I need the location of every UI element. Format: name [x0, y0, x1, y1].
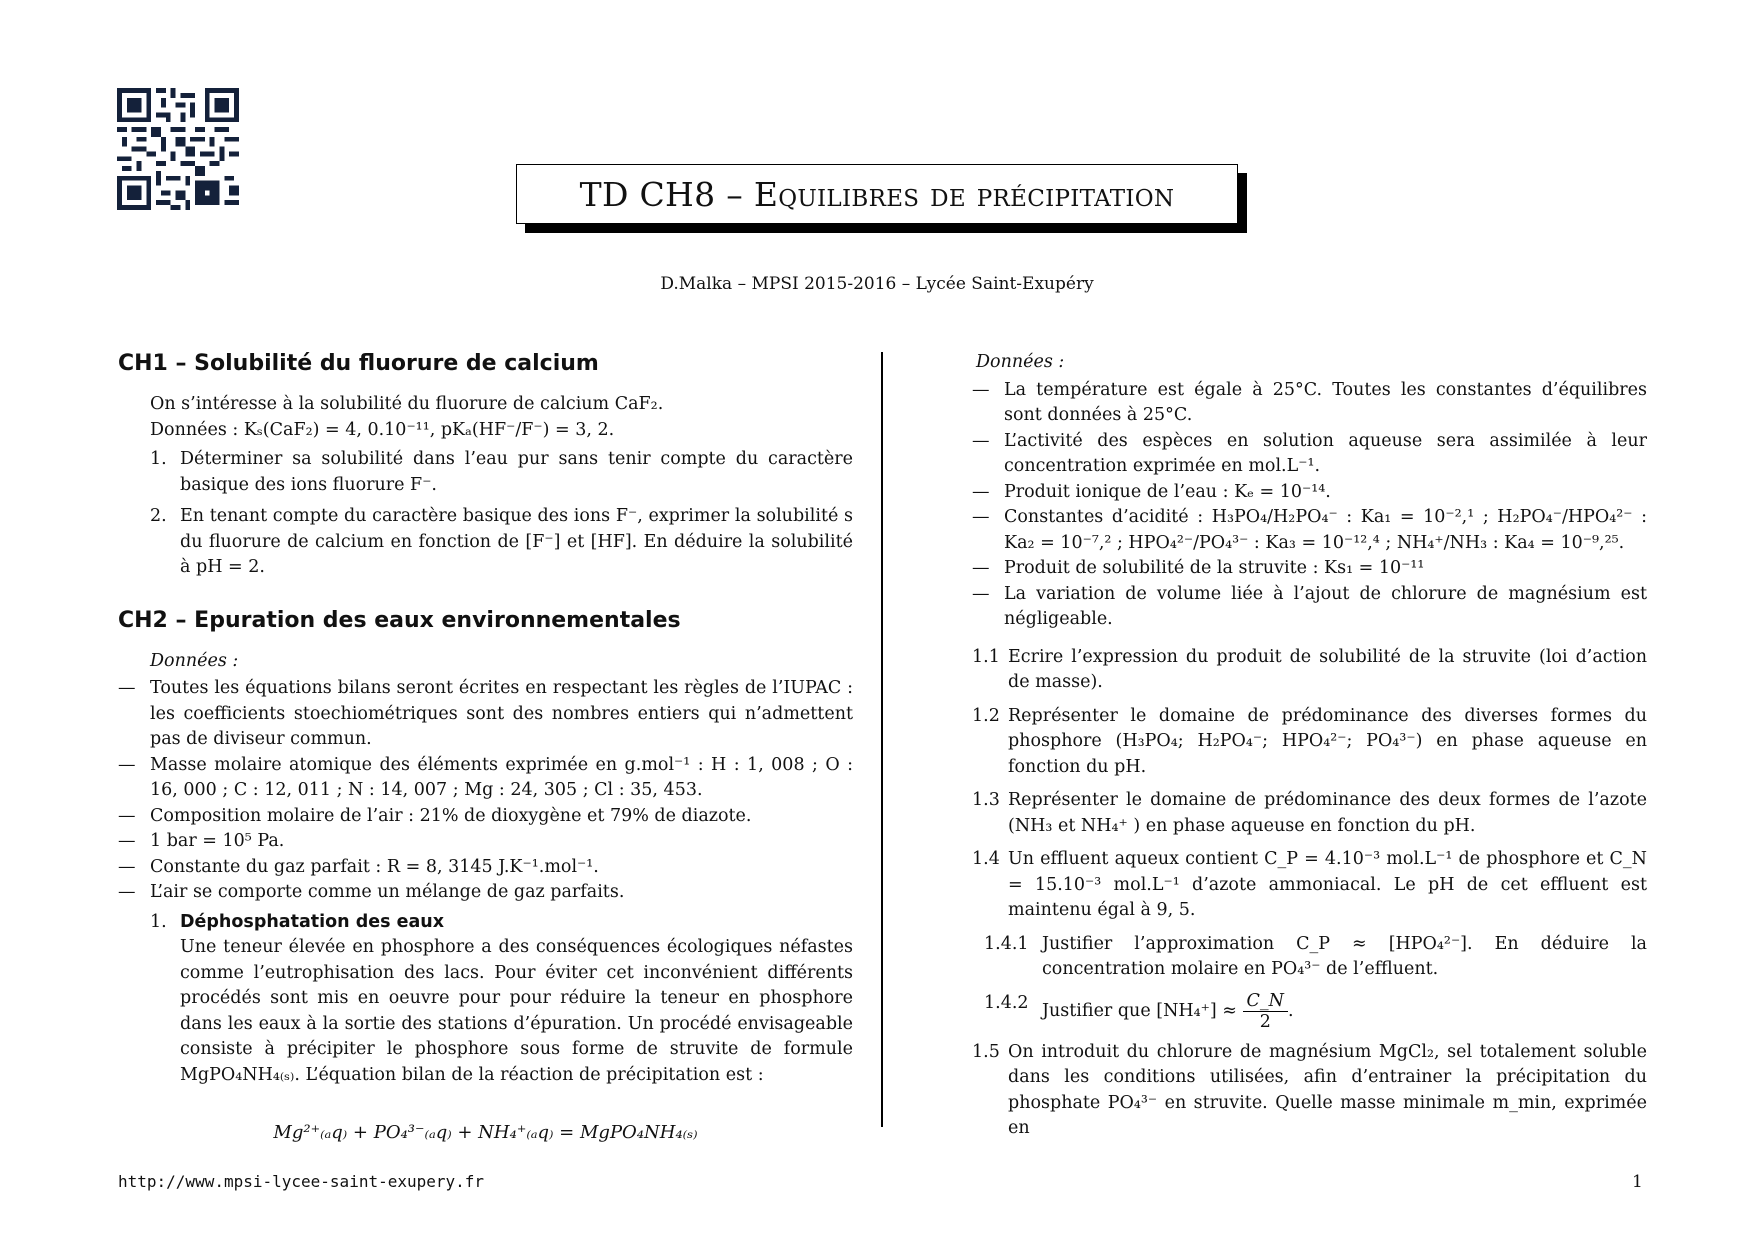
data-item — [972, 480, 1647, 506]
data-item-text: La température est égale à 25°C. Toutes les constantes d’équilibres sont données à 25°C. — [1004, 379, 1647, 425]
question-number: 1.2 — [972, 705, 1000, 726]
data-item — [118, 676, 853, 753]
data-item — [118, 829, 853, 855]
column-divider — [881, 352, 883, 1127]
data-item — [118, 753, 853, 804]
question-number: 1.4 — [972, 849, 1000, 869]
dash-bullet: — — [118, 678, 136, 698]
question-text: Justifier l’approximation C_P ≈ [HPO₄²⁻]. En déduire la concentration molaire en PO₄³⁻ de l’effluent. — [1042, 933, 1647, 979]
ch1-intro-1: On s’intéresse à la solubilité du fluorure de calcium CaF₂. — [150, 394, 664, 414]
ch1-intro-2: Données : Kₛ(CaF₂) = 4, 0.10⁻¹¹, pKₐ(HF⁻/F⁻) = 3, 2. — [150, 419, 615, 440]
dash-bullet: — — [118, 805, 136, 826]
ch2-part-1 — [118, 910, 853, 1089]
page-title — [516, 164, 1238, 224]
title-main: Equilibres de précipitation — [753, 174, 1175, 214]
ch1-question-1 — [118, 447, 853, 498]
question-1-4-1 — [972, 932, 1647, 983]
question-1-1 — [972, 645, 1647, 696]
data-item — [972, 556, 1647, 582]
data-item-text: L’air se comporte comme un mélange de gaz parfaits. — [150, 882, 625, 902]
question-number: 1.1 — [972, 646, 1000, 667]
question-text: Représenter le domaine de prédominance des deux formes de l’azote (NH₃ et NH₄⁺ ) en phase aqueuse en fonction du pH. — [1008, 790, 1647, 836]
question-text: Justifier que [NH₄⁺] ≈ — [1042, 1000, 1237, 1021]
data-item-text: Constante du gaz parfait : R = 8, 3145 J.K⁻¹.mol⁻¹. — [150, 856, 599, 877]
part-title: Déphosphatation des eaux — [180, 911, 445, 932]
dash-bullet: — — [118, 831, 136, 851]
left-column — [118, 350, 853, 1146]
data-item — [972, 378, 1647, 429]
dash-bullet: — — [118, 856, 136, 877]
author-line: D.Malka – MPSI 2015-2016 – Lycée Saint-Exupéry — [660, 274, 1094, 294]
data-item-text: Constantes d’acidité : H₃PO₄/H₂PO₄⁻ : Ka₁ = 10⁻²,¹ ; H₂PO₄⁻/HPO₄²⁻ : Ka₂ = 10⁻⁷,² ; HPO₄²⁻/PO₄³⁻ : Ka₃ = 10⁻¹²,⁴ ; NH₄⁺/NH₃ : Ka₄ = 10⁻⁹,²⁵. — [1004, 507, 1647, 553]
question-text: Déterminer sa solubilité dans l’eau pur sans tenir compte du caractère basique des ions fluorure F⁻. — [180, 449, 853, 495]
footer-url[interactable]: http://www.mpsi-lycee-saint-exupery.fr — [118, 1172, 485, 1191]
ch1-questions — [118, 447, 853, 581]
ch2-heading: CH2 – Epuration des eaux environnementales — [118, 607, 681, 633]
dash-bullet: — — [972, 507, 990, 527]
title-prefix: TD CH8 – — [579, 174, 744, 214]
ch2-data-list — [118, 676, 853, 906]
question-1-4 — [972, 847, 1647, 924]
question-1-5 — [972, 1040, 1647, 1142]
question-1-3 — [972, 788, 1647, 839]
fraction — [1243, 991, 1288, 1032]
part-number: 1. — [150, 911, 167, 932]
question-text: Représenter le domaine de prédominance des diverses formes du phosphore (H₃PO₄; H₂PO₄⁻; HPO₄²⁻; PO₄³⁻) en phase aqueuse en fonction du pH. — [1008, 705, 1647, 777]
dash-bullet: — — [972, 558, 990, 578]
data-item — [972, 429, 1647, 480]
right-data-list — [972, 378, 1647, 633]
question-end: . — [1287, 1000, 1294, 1021]
data-item — [118, 880, 853, 906]
page-number: 1 — [1632, 1172, 1643, 1192]
precipitation-equation: Mg²⁺₍ₐq₎ + PO₄³⁻₍ₐq₎ + NH₄⁺₍ₐq₎ = MgPO₄NH₄₍ₛ₎ — [273, 1122, 698, 1143]
question-number: 1.3 — [972, 790, 1000, 810]
ch2-data-label: Données : — [150, 650, 239, 671]
question-number: 1.5 — [972, 1041, 1000, 1062]
part-text: Une teneur élevée en phosphore a des conséquences écologiques néfastes comme l’eutrophisation des lacs. Pour éviter cet inconvénient différents procédés sont mis en oeuvre pour pour réduire la teneur en phosphore dans les eaux à la sortie des stations d’épuration. Un procédé envisageable consiste à précipiter le phosphore sous forme de struvite de formule MgPO₄NH₄₍ₛ₎. L’équation bilan de la réaction de précipitation est : — [180, 937, 853, 1085]
data-item — [972, 505, 1647, 556]
data-item — [118, 804, 853, 830]
question-number: 2. — [150, 506, 167, 526]
question-text: On introduit du chlorure de magnésium MgCl₂, sel totalement soluble dans les conditions utilisées, afin d’entrainer la précipitation du phosphate PO₄³⁻ en struvite. Quelle masse minimale m_min, exprimée en — [1008, 1041, 1647, 1138]
data-item-text: Produit ionique de l’eau : Kₑ = 10⁻¹⁴. — [1004, 481, 1331, 502]
question-1-4-2 — [972, 991, 1647, 1032]
fraction-denominator: 2 — [1259, 1011, 1271, 1032]
question-number: 1. — [150, 449, 167, 469]
data-item-text: Masse molaire atomique des éléments exprimée en g.mol⁻¹ : H : 1, 008 ; O : 16, 000 ; C : 12, 011 ; N : 14, 007 ; Mg : 24, 305 ; Cl : 35, 453. — [150, 754, 853, 800]
data-item — [118, 855, 853, 881]
right-column — [972, 350, 1647, 1142]
dash-bullet: — — [118, 882, 136, 902]
question-number: 1.4.2 — [984, 992, 1029, 1013]
right-data-label: Données : — [976, 352, 1065, 372]
question-text: Ecrire l’expression du produit de solubilité de la struvite (loi d’action de masse). — [1008, 646, 1647, 692]
dash-bullet: — — [972, 379, 990, 400]
question-text: Un effluent aqueux contient C_P = 4.10⁻³ mol.L⁻¹ de phosphore et C_N = 15.10⁻³ mol.L⁻¹ d’azote ammoniacal. Le pH de cet effluent est maintenu égal à 9, 5. — [1008, 849, 1647, 920]
question-number: 1.4.1 — [984, 933, 1029, 954]
fraction-numerator: C_N — [1243, 991, 1288, 1012]
ch1-question-2 — [118, 504, 853, 581]
ch2-parts — [118, 910, 853, 1089]
dash-bullet: — — [118, 754, 136, 775]
data-item-text: Produit de solubilité de la struvite : Ks₁ = 10⁻¹¹ — [1004, 558, 1425, 578]
dash-bullet: — — [972, 481, 990, 502]
data-item-text: La variation de volume liée à l’ajout de chlorure de magnésium est négligeable. — [1004, 583, 1647, 629]
data-item-text: Toutes les équations bilans seront écrites en respectant les règles de l’IUPAC : les coefficients stoechiométriques sont des nombres entiers qui n’admettent pas de diviseur commun. — [150, 678, 853, 749]
data-item — [972, 582, 1647, 633]
data-item-text: L’activité des espèces en solution aqueuse sera assimilée à leur concentration exprimée en mol.L⁻¹. — [1004, 430, 1647, 476]
data-item-text: Composition molaire de l’air : 21% de dioxygène et 79% de diazote. — [150, 805, 752, 826]
data-item-text: 1 bar = 10⁵ Pa. — [150, 831, 285, 851]
qr-code — [117, 88, 239, 210]
question-1-2 — [972, 704, 1647, 781]
ch1-heading: CH1 – Solubilité du fluorure de calcium — [118, 351, 599, 376]
dash-bullet: — — [972, 583, 990, 604]
dash-bullet: — — [972, 430, 990, 451]
question-text: En tenant compte du caractère basique des ions F⁻, exprimer la solubilité s du fluorure de calcium en fonction de [F⁻] et [HF]. En déduire la solubilité à pH = 2. — [180, 506, 853, 577]
